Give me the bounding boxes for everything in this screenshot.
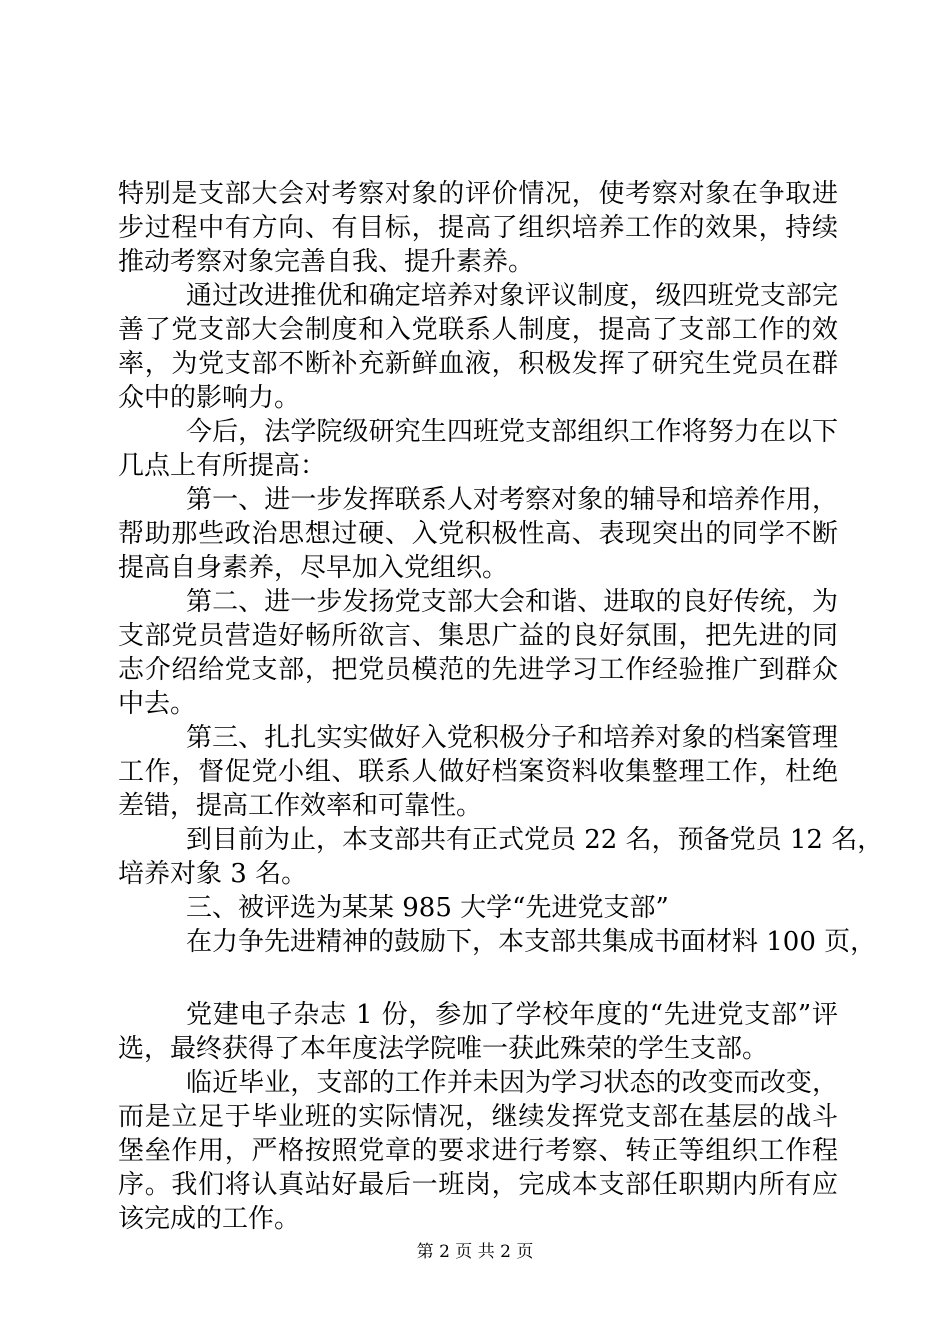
body-line: 第二、进一步发扬党支部大会和谐、进取的良好传统，为 <box>186 587 838 617</box>
body-line: 率，为党支部不断补充新鲜血液，积极发挥了研究生党员在群 <box>118 349 838 379</box>
body-line: 第三、扎扎实实做好入党积极分子和培养对象的档案管理 <box>186 723 838 753</box>
body-line: 差错，提高工作效率和可靠性。 <box>118 791 483 821</box>
page-number: 第 2 页 共 2 页 <box>416 1242 534 1262</box>
body-line: 通过改进推优和确定培养对象评议制度，级四班党支部完 <box>186 281 838 311</box>
body-line: 今后，法学院级研究生四班党支部组织工作将努力在以下 <box>186 417 838 447</box>
body-line: 众中的影响力。 <box>118 383 301 413</box>
body-line: 帮助那些政治思想过硬、入党积极性高、表现突出的同学不断 <box>118 519 838 549</box>
section-heading: 三、被评选为某某 985 大学“先进党支部” <box>186 893 669 923</box>
body-line: 序。我们将认真站好最后一班岗，完成本支部任职期内所有应 <box>118 1170 838 1200</box>
body-line: 志介绍给党支部，把党员模范的先进学习工作经验推广到群众 <box>118 655 838 685</box>
body-line: 支部党员营造好畅所欲言、集思广益的良好氛围，把先进的同 <box>118 621 838 651</box>
body-line: 工作，督促党小组、联系人做好档案资料收集整理工作，杜绝 <box>118 757 838 787</box>
body-line: 步过程中有方向、有目标，提高了组织培养工作的效果，持续 <box>118 213 838 243</box>
body-line: 堡垒作用，严格按照党章的要求进行考察、转正等组织工作程 <box>118 1136 838 1166</box>
body-line: 培养对象 3 名。 <box>118 859 308 889</box>
body-line: 在力争先进精神的鼓励下，本支部共集成书面材料 100 页， <box>186 927 877 957</box>
body-line: 中去。 <box>118 689 197 719</box>
body-line: 到目前为止，本支部共有正式党员 22 名，预备党员 12 名， <box>186 825 884 855</box>
body-line: 特别是支部大会对考察对象的评价情况，使考察对象在争取进 <box>118 179 838 209</box>
body-line: 而是立足于毕业班的实际情况，继续发挥党支部在基层的战斗 <box>118 1102 838 1132</box>
body-line: 几点上有所提高： <box>118 451 327 481</box>
body-line: 第一、进一步发挥联系人对考察对象的辅导和培养作用， <box>186 485 838 515</box>
body-line: 该完成的工作。 <box>118 1204 301 1234</box>
body-line: 临近毕业，支部的工作并未因为学习状态的改变而改变， <box>186 1068 838 1098</box>
body-line: 党建电子杂志 1 份，参加了学校年度的“先进党支部”评 <box>186 1000 838 1030</box>
body-line: 选，最终获得了本年度法学院唯一获此殊荣的学生支部。 <box>118 1034 769 1064</box>
body-line: 推动考察对象完善自我、提升素养。 <box>118 247 535 277</box>
body-line: 善了党支部大会制度和入党联系人制度，提高了支部工作的效 <box>118 315 838 345</box>
body-line: 提高自身素养，尽早加入党组织。 <box>118 553 509 583</box>
